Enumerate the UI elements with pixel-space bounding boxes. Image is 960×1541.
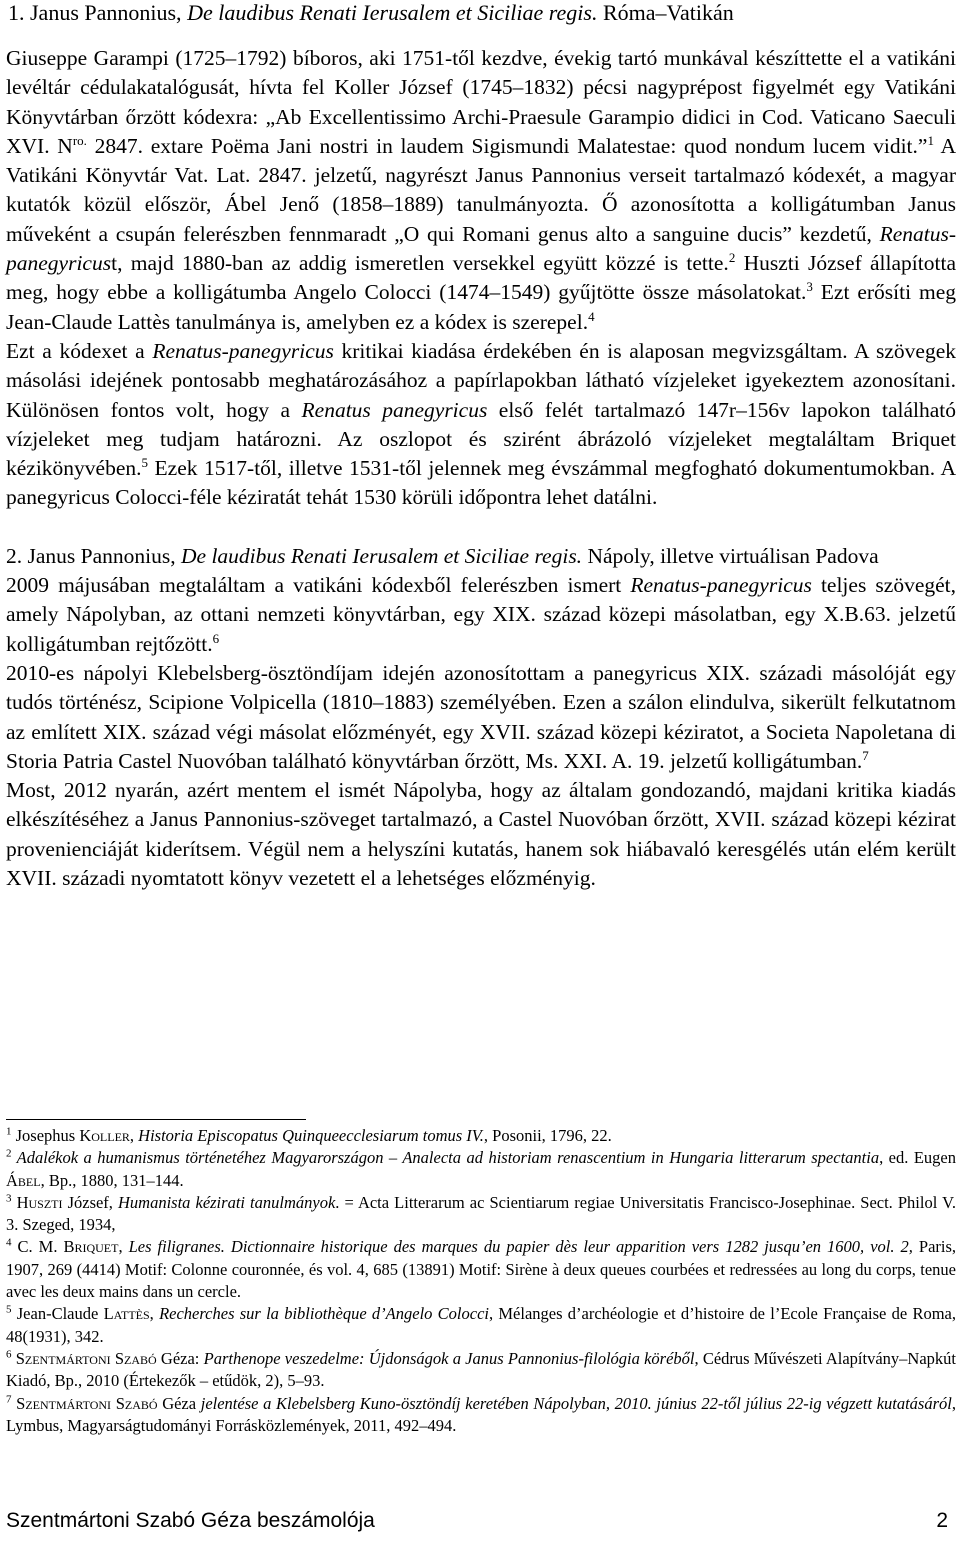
text-run: 2010-es nápolyi Klebelsberg-ösztöndíjam idején azonosítottam a panegyricus XIX. századi másolóját egy tudós történész, Scipione Volpicella (1810–1883) személyében. Ezen a szálon elindulva, sikerült felkutatnom az említett XIX. század végi másolat előzményét, egy XVII. század közepi kéziratot, a Societa Napoletana di Storia Patria Castel Nuovóban található könyvtárban őrzött, Ms. XXI. A. 19. jelzetű kolligátumban.	[6, 660, 956, 773]
text-run: ,	[118, 1237, 129, 1257]
work-title: Recherches sur la bibliothèque d’Angelo Colocci	[159, 1304, 489, 1324]
footnote-number: 2	[6, 1147, 12, 1160]
work-title: Humanista kézirati tanulmányok	[118, 1192, 336, 1212]
italic-title: Renatus-panegyricus	[152, 338, 334, 363]
text-run: Huszti József állapította meg, hogy ebbe a kolligátumba Angelo Colocci (1474–1549) gyűjtötte össze másolatokat.	[6, 251, 956, 305]
section-2-paragraph-2	[6, 659, 956, 776]
footnote-ref-1[interactable]: 1	[927, 132, 934, 148]
author-name: Huszti	[16, 1192, 63, 1212]
heading-title: De laudibus Renati Ierusalem et Siciliae regis.	[181, 543, 583, 568]
text-run: , ed. Eugen	[879, 1148, 956, 1168]
text-run: Paris, 1907, 269 (4414) Motif: Colonne couronnée, és vol. 4, 685 (13891) Motif: Sirène à deux queues courbées et redressées au long du corps, tenue avec les deux mains dans un cercle.	[6, 1237, 957, 1302]
italic-title: Renatus-panegyricus	[630, 573, 812, 598]
heading-number: 2. Janus Pannonius,	[6, 543, 181, 568]
page-number: 2	[936, 1509, 948, 1532]
text-run: t, majd 1880-ban az addig ismeretlen versekkel együtt közzé is tette.	[111, 251, 729, 276]
text-run: C. M.	[11, 1237, 64, 1257]
text-run: 2009 májusában megtaláltam a vatikáni kódexből felerészben ismert	[6, 573, 631, 598]
work-title: Adalékok a humanismus történetéhez Magyarországon – Analecta ad historiam renascentium in Hungaria litterarum spectantia	[11, 1148, 880, 1168]
footnote-number: 1	[6, 1125, 12, 1138]
text-run: , Mélanges d’archéologie et d’histoire de l’Ecole Française de Roma, 48(1931), 342.	[6, 1304, 956, 1346]
text-run: . = Acta Litterarum ac Scientiarum regiae Universitatis Francisco-Josephinae. Sect. Philol V. 3. Szeged, 1934,	[6, 1192, 956, 1235]
work-title: Parthenope veszedelme: Újdonságok a Janus Pannonius-filológia köréből	[203, 1348, 695, 1368]
author-name: Szentmártoni Szabó	[15, 1348, 157, 1368]
footnote-separator	[6, 1119, 306, 1120]
footnote-2	[6, 1147, 956, 1192]
text-run: Ezt erősíti meg Jean-Claude Lattès tanulmánya is, amelyben ez a kódex is szerepel.	[6, 280, 957, 334]
text-run: Jean-Claude	[11, 1304, 104, 1324]
text-run: , Posonii, 1796, 22.	[483, 1126, 612, 1145]
page-footer	[6, 1508, 956, 1534]
text-run: , Bp., 1880, 131–144.	[40, 1170, 184, 1190]
section-1-heading	[8, 0, 960, 26]
work-title: Les filigranes. Dictionnaire historique des marques du papier dès leur apparition vers 1282 jusqu’en 1600, vol. 2,	[128, 1237, 913, 1257]
section-2-heading	[6, 542, 956, 571]
text-run: 2847. extare Poëma Jani nostri in laudem Sigismundi Malatestae: quod nondum lucem vidit.”	[86, 133, 928, 158]
text-run: Ezek 1517-től, illetve 1531-től jelennek meg évszámmal megfogható dokumentumokban. A panegyricus Colocci-féle kéziratát tehát 1530 körüli időpontra lehet datálni.	[6, 456, 956, 510]
footnote-1	[6, 1125, 956, 1147]
text-run: Josephus	[11, 1126, 80, 1145]
text-run: ,	[149, 1304, 160, 1324]
text-run: ,	[129, 1126, 139, 1145]
text-run: Géza:	[156, 1348, 204, 1368]
footnote-number: 6	[6, 1348, 12, 1361]
work-title: Historia Episcopatus Quinqueecclesiarum tomus IV.	[138, 1126, 484, 1145]
footnote-3	[6, 1192, 956, 1237]
footnote-ref-7[interactable]: 7	[862, 747, 869, 763]
text-run: József,	[62, 1192, 118, 1212]
heading-title: De laudibus Renati Ierusalem et Siciliae regis.	[187, 0, 598, 25]
heading-number: 1. Janus Pannonius,	[8, 0, 188, 25]
section-2-paragraph-3: Most, 2012 nyarán, azért mentem el ismét Nápolyba, hogy az általam gondozandó, majdani kritika kiadás elkészítéséhez a Janus Pannonius-szöveget tartalmazó, a Castel Nuovóban őrzött, XVII. század közepi kézirat provenienciáját kiderítsem. Végül nem a helyszíni kutatás, hanem sok hiábavaló keresgélés után elém került XVII. századi nyomtatott könyv vezetett el a lehetséges előzményig.	[6, 778, 956, 891]
text-run: , Cédrus Művészeti Alapítvány–Napkút Kiadó, Bp., 2010 (Értekezők – etűdök, 2), 5–93.	[6, 1348, 956, 1391]
author-name: Lattès	[103, 1304, 150, 1324]
heading-place: Róma–Vatikán	[597, 0, 734, 25]
footnote-ref-3[interactable]: 3	[806, 279, 813, 295]
footnote-ref-6[interactable]: 6	[212, 630, 220, 646]
footnote-number: 4	[6, 1236, 12, 1249]
footnote-ref-5[interactable]: 5	[141, 455, 149, 470]
heading-place: Nápoly, illetve virtuálisan Padova	[582, 543, 879, 568]
footnote-ref-4[interactable]: 4	[588, 308, 595, 324]
superscript-ro: ro.	[72, 132, 87, 148]
footnote-6	[6, 1348, 956, 1393]
footnote-number: 3	[6, 1192, 12, 1205]
paragraph-gap	[6, 513, 956, 542]
text-run: Géza	[157, 1393, 201, 1413]
text-run: kritikai kiadása érdekében én is alaposan megvizsgáltam. A szövegek másolási idejének pontosabb meghatározásához a papírlapokban látható vízjeleket igyekeztem azonosítani. Különösen fontos volt, hogy a	[6, 338, 956, 422]
author-name: Ábel	[6, 1170, 41, 1190]
text-run: első felét tartalmazó 147r–156v lapokon található vízjeleket meg tudjam határozni. Az oszlopot és szirént ábrázoló vízjeleket megtaláltam Briquet kézikönyvében.	[6, 397, 957, 481]
footnote-7	[6, 1393, 956, 1438]
footnote-number: 7	[6, 1393, 12, 1406]
text-run: Ezt a kódexet a	[6, 338, 153, 363]
footnote-number: 5	[6, 1303, 12, 1316]
text-run: teljes szövegét, amely Nápolyban, az ottani nemzeti könyvtárban, egy XIX. század közepi másolatban, egy X.B.63. jelzetű kolligátumban rejtőzött.	[6, 573, 957, 656]
author-name: Briquet	[63, 1237, 119, 1257]
footnote-ref-2[interactable]: 2	[728, 249, 736, 265]
footnotes	[6, 1125, 956, 1437]
italic-title: Renatus-panegyricus	[6, 221, 956, 276]
section-1-paragraph-2	[6, 337, 956, 513]
author-name: Szentmártoni Szabó	[16, 1393, 158, 1413]
section-2-paragraph-1	[6, 571, 956, 659]
text-run: Giuseppe Garampi (1725–1792) bíboros, aki 1751-től kezdve, évekig tartó munkával készíttette el a vatikáni levéltár cédulakatalógusát, hívta fel Koller József (1745–1832) pécsi nagyprépost figyelmét egy Vatikáni Könyvtárban őrzött kódexra: „Ab Excellentissimo Archi-Praesule Garampio didici in Cod. Vaticano Saeculi XVI. N	[6, 46, 956, 158]
italic-title: Renatus panegyricus	[301, 397, 488, 422]
text-run: A Vatikáni Könyvtár Vat. Lat. 2847. jelzetű, nagyrészt Janus Pannonius verseit tartalmazó kódexét, a magyar kutatók közül először, Ábel Jenő (1858–1889) tanulmányozta. Ő azonosította a kolligátumban Janus műveként a csupán felerészben fennmaradt „O qui Romani genus alto a sanguine ducis” kezdetű,	[6, 133, 956, 246]
footer-author: Szentmártoni Szabó Géza beszámolója	[6, 1509, 375, 1532]
author-name: Koller	[79, 1126, 130, 1145]
text-run: , Lymbus, Magyarságtudományi Forrásközlemények, 2011, 492–494.	[6, 1393, 956, 1435]
footnote-4	[6, 1236, 956, 1303]
footnote-5	[6, 1303, 956, 1348]
section-1-paragraph-1	[6, 44, 956, 337]
main-text	[6, 44, 956, 893]
work-title: jelentése a Klebelsberg Kuno-ösztöndíj keretében Nápolyban, 2010. június 22-től július 22-ig végzett kutatásáról	[200, 1393, 952, 1413]
